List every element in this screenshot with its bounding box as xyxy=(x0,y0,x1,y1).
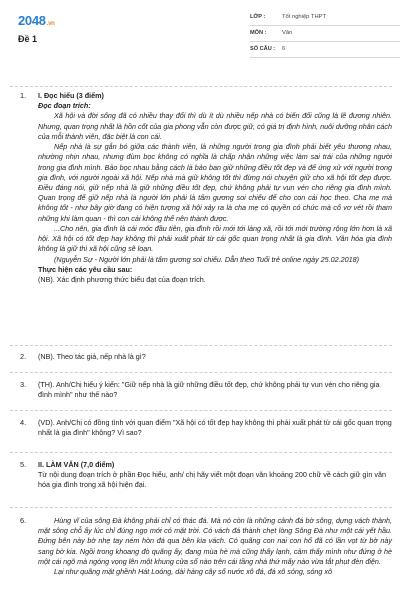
question-body: (NB). Theo tác giả, nếp nhà là gì? xyxy=(38,352,146,361)
meta-key: SỐ CÂU : xyxy=(250,45,276,52)
meta-key: MÔN : xyxy=(250,29,267,36)
passage-label: Đọc đoạn trích: xyxy=(38,101,91,111)
divider xyxy=(10,507,392,508)
question-number: 1. xyxy=(20,91,27,100)
divider xyxy=(10,345,392,346)
question-number: 6. xyxy=(20,516,27,525)
question-body xyxy=(38,91,392,285)
question-body: (VD). Anh/Chị có đồng tình với quan điểm "Xã hội có tốt đẹp hay không thì phải xuất phát từ cái gốc quan trọng nhất là gia đình" không? Vì sao? xyxy=(38,418,392,438)
exam-meta xyxy=(250,10,400,58)
passage-paragraph: Lại như quãng mặt ghềnh Hát Loóng, dài hàng cây số nước xô đá, đá xô sóng, sóng xô xyxy=(54,567,332,577)
page-header xyxy=(0,0,400,60)
question-body xyxy=(38,516,392,577)
passage-paragraph: Hùng vĩ của sông Đà không phải chỉ có thác đá. Mà nó còn là những cảnh đá bờ sông, dựng vách thành, mặt sông chỗ ấy lúc chỉ đúng ngọ mới có mặt trời. Có vách đá thành chẹt lòng Sông Đà như một cái yết hầu. Đứng bên này bờ nhẹ tay ném hòn đá qua bên kia vách. Có quãng con nai con hổ đã có lần vọt từ bờ này sang bờ kia. Ngồi trong khoang đò quãng ấy, đang mùa hè mà cũng thấy lạnh, cảm thấy mình như đứng ở hè một cái ngõ mà ngóng vọng lên một khung cửa sổ nào trên cái tầng nhà thứ mấy nào vừa tắt phụt đèn điện. xyxy=(38,516,392,566)
question-number: 2. xyxy=(20,352,27,361)
question-number: 4. xyxy=(20,418,27,427)
question-body xyxy=(38,460,392,491)
divider xyxy=(10,86,392,87)
meta-value: Tốt nghiệp THPT xyxy=(282,14,327,21)
divider xyxy=(10,372,392,373)
question-body: (TH). Anh/Chị hiểu ý kiến: "Giữ nếp nhà là giữ những điều tốt đẹp, chứ không phải tự vun vén cho riêng gia đình mình" như thế nào? xyxy=(38,380,380,400)
meta-row-class xyxy=(250,10,400,26)
site-logo[interactable]: 2048.vn xyxy=(18,13,55,28)
divider xyxy=(10,410,392,411)
question-number: 3. xyxy=(20,380,27,389)
passage-paragraph: ...Cho nên, gia đình là cái móc đầu tiên, gia đình rồi mới tới làng xã, rồi tới mới trường rộng lớn hơn là xã hội. Xã hội có tốt đẹp hay không thì phải xuất phát từ cái gốc quan trọng nhất là gia đình. Văn hóa gia đình không là giữ thì xã hội cũng sẽ loạn. xyxy=(38,223,392,254)
question-text: (NB). Xác định phương thức biểu đạt của đoạn trích. xyxy=(38,274,206,284)
meta-value: 6 xyxy=(282,46,286,53)
exam-code: Đề 1 xyxy=(18,34,38,44)
section-title: I. Đọc hiểu (3 điểm) xyxy=(38,91,104,100)
section-title: II. LÀM VĂN (7,0 điểm) xyxy=(38,460,115,469)
question-number: 5. xyxy=(20,460,27,469)
question-text: Từ nội dung đoạn trích ở phần Đọc hiểu, anh/ chị hãy viết một đoạn văn khoảng 200 chữ về cách giữ gìn văn hóa gia đình trong xã hội hiện đại. xyxy=(38,470,386,490)
passage-paragraph: Xã hội và đời sống đã có nhiều thay đổi thì dù ít dù nhiều nếp nhà có biến đổi cũng là lẽ đương nhiên. Nhưng, quan trọng nhất là hồn cốt của gia phong vẫn còn được giữ, có giá trị định hình, nuôi dưỡng nhân cách của mỗi thành viên, đặc biệt là con cái. xyxy=(38,111,392,141)
meta-value: Văn xyxy=(282,30,293,37)
meta-row-count xyxy=(250,42,400,58)
passage-source: (Nguyễn Sự - Người lớn phải là tấm gương soi chiếu. Dẫn theo Tuổi trẻ online ngày 25.02.2018) xyxy=(54,254,360,264)
meta-row-subject xyxy=(250,26,400,42)
passage-paragraph: Nếp nhà là sự gắn bó giữa các thành viên, là những người trong gia đình phải biết yêu thương nhau, nhường nhịn nhau, nhưng đùm bọc không có nghĩa là chấp nhận những việc làm sai trái của những người trong gia đình mình. Bảo bọc nhau bằng cách là bảo ban giữ những điều tốt đẹp và để ứng xử với người trong gia đình, với người ngoài xã hội. Nếp nhà mà giữ không tốt thì đừng nói chuyện giữ cho xã hội tốt đẹp được. Điều đáng nói, giữ nếp nhà là giữ những điều tốt đẹp, chứ không phải tự vun vén cho riêng gia đình mình. Quan trọng để giữ nếp nhà là người lớn phải là tấm gương soi chiếu để cho con cái học theo. Cha mẹ mà không tốt - như bây giờ đang có hiện tượng xã hội xảy ra là cha mẹ có quyền có chức mà cố vơ vét rồi tham những khi làm quan - thì con cái không thể nên thành được. xyxy=(38,142,392,223)
task-heading: Thực hiện các yêu cầu sau: xyxy=(38,264,133,274)
meta-key: LỚP : xyxy=(250,13,266,20)
divider xyxy=(10,452,392,453)
